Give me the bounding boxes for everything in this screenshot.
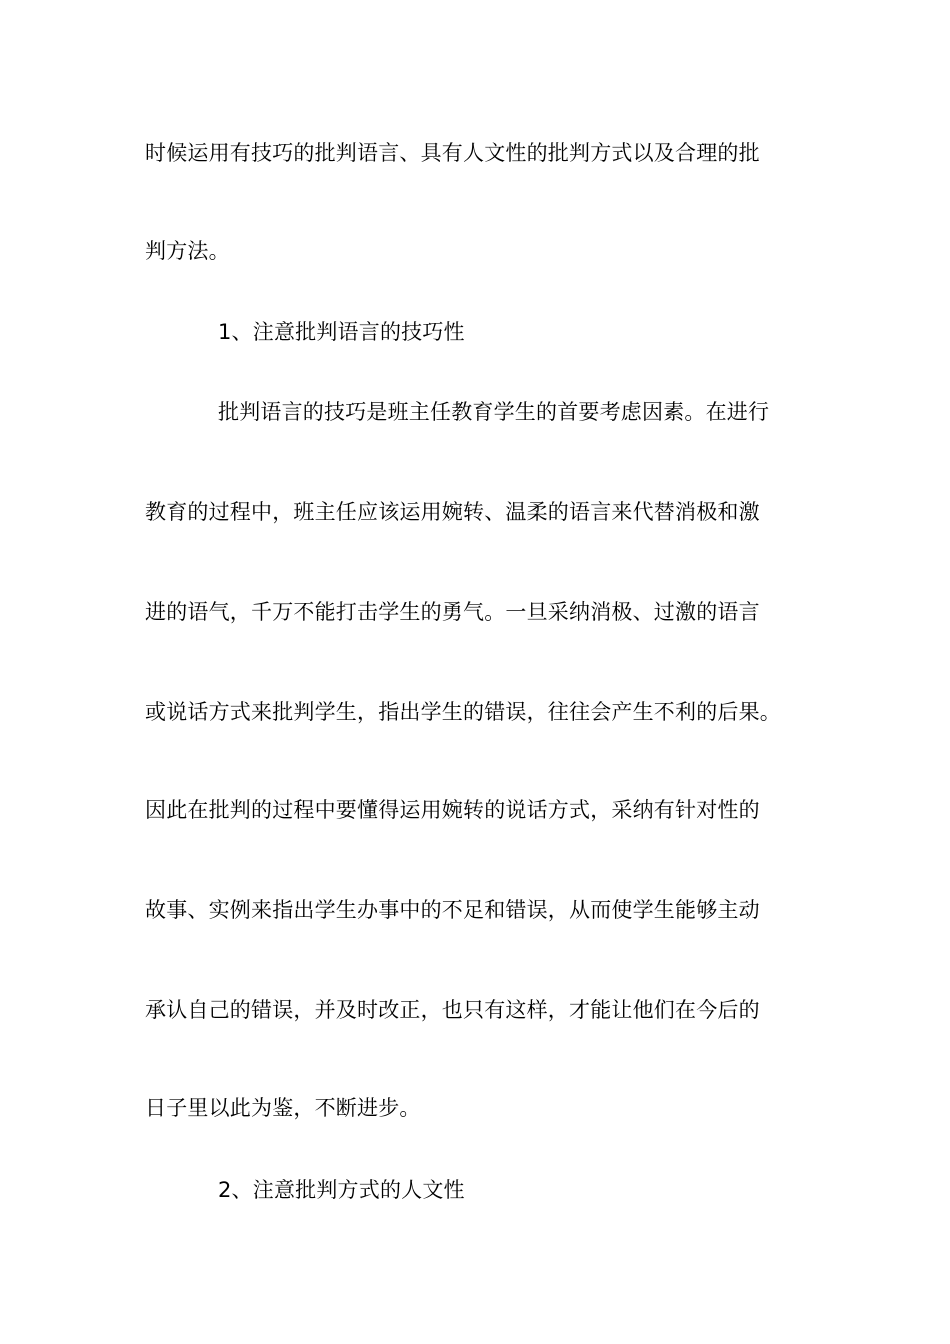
paragraph-line: 因此在批判的过程中要懂得运用婉转的说话方式，采纳有针对性的 [145,798,760,822]
paragraph-line: 教育的过程中，班主任应该运用婉转、温柔的语言来代替消极和激 [145,500,760,524]
paragraph-line: 故事、实例来指出学生办事中的不足和错误，从而使学生能够主动 [145,898,760,922]
section-heading: 2、注意批判方式的人文性 [218,1178,465,1202]
paragraph-line: 判方法。 [145,239,230,263]
paragraph-line: 或说话方式来批判学生，指出学生的错误，往往会产生不利的后果。 [145,700,781,724]
paragraph-line: 时候运用有技巧的批判语言、具有人文性的批判方式以及合理的批 [145,141,760,165]
paragraph-line: 批判语言的技巧是班主任教育学生的首要考虑因素。在进行 [218,400,770,424]
paragraph-line: 日子里以此为鉴，不断进步。 [145,1096,421,1120]
paragraph-line: 进的语气，千万不能打击学生的勇气。一旦采纳消极、过激的语言 [145,600,760,624]
paragraph-line: 承认自己的错误，并及时改正，也只有这样，才能让他们在今后的 [145,998,760,1022]
section-heading: 1、注意批判语言的技巧性 [218,320,465,344]
